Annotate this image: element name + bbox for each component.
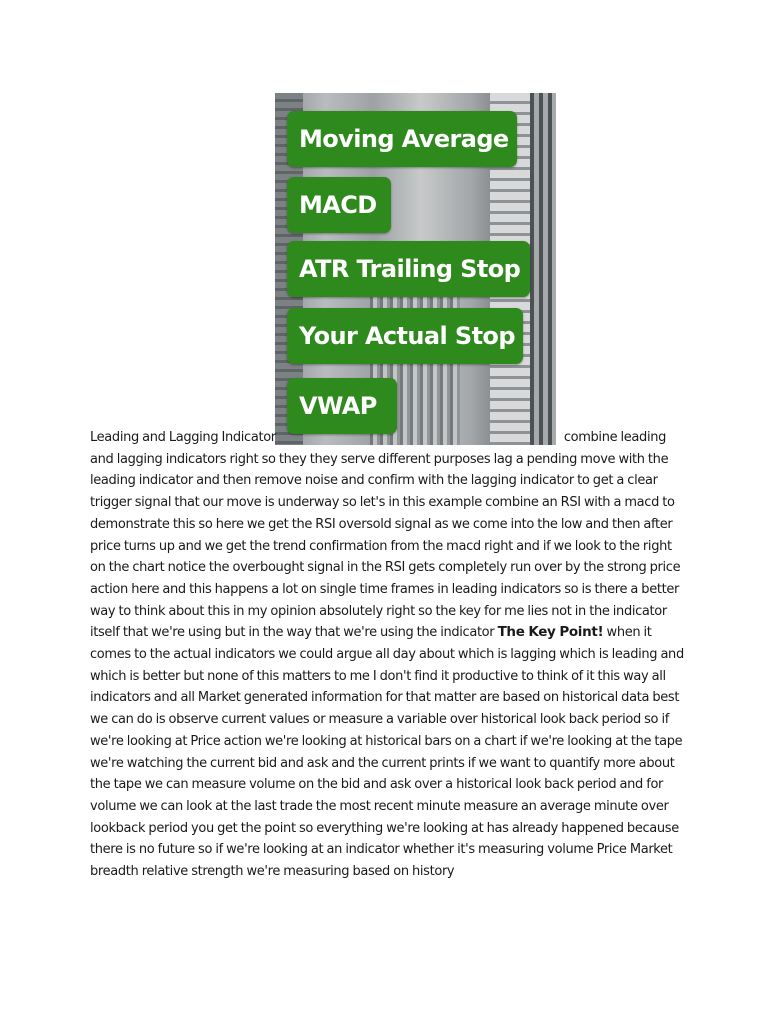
body-lead: Leading and Lagging Indicator — [90, 430, 276, 445]
body-text — [90, 427, 686, 883]
chip-moving-average: Moving Average — [287, 111, 517, 167]
body-part-1: combine leading and lagging indicators right so they they serve different purposes lag a pending move with the leading indicator and then remove noise and confirm with the lagging indicator to get a clear trigger signal that our move is underway so let's in this example combine an RSI with a macd to demonstrate this so here we get the RSI oversold signal as we come into the low and then after price turns up and we get the trend confirmation from the macd right and if we look to the right on the chart notice the overbought signal in the RSI gets completely run over by the strong price action here and this happens a lot on single time frames in leading indicators so is there a better way to think about this in my opinion absolutely right so the key for me lies not in the indicator itself that we're using but in the way that we're using the indicator — [90, 430, 681, 641]
indicator-figure — [275, 93, 556, 445]
key-point-heading: The Key Point! — [497, 624, 604, 641]
chip-macd: MACD — [287, 177, 391, 233]
chip-vwap: VWAP — [287, 378, 397, 434]
chip-atr-trailing-stop: ATR Trailing Stop — [287, 241, 530, 297]
building-far-right — [530, 93, 556, 445]
figure-gap — [276, 440, 564, 441]
chip-your-actual-stop: Your Actual Stop — [287, 308, 523, 364]
body-part-2: when it comes to the actual indicators we could argue all day about which is lagging which is leading and which is better but none of this matters to me I don't find it productive to think of it this way all indicators and all Market generated information for that matter are based on historical data best we can do is observe current values or measure a variable over historical look back period so if we're looking at Price action we're looking at historical bars on a chart if we're looking at the tape we're watching the current bid and ask and the current prints if we want to quantify more about the tape we can measure volume on the bid and ask over a historical look back period and for volume we can look at the last trade the most recent minute measure an average minute over lookback period you get the point so everything we're looking at has already happened because there is no future so if we're looking at an indicator whether it's measuring volume Price Market breadth relative strength we're measuring based on history — [90, 625, 684, 880]
